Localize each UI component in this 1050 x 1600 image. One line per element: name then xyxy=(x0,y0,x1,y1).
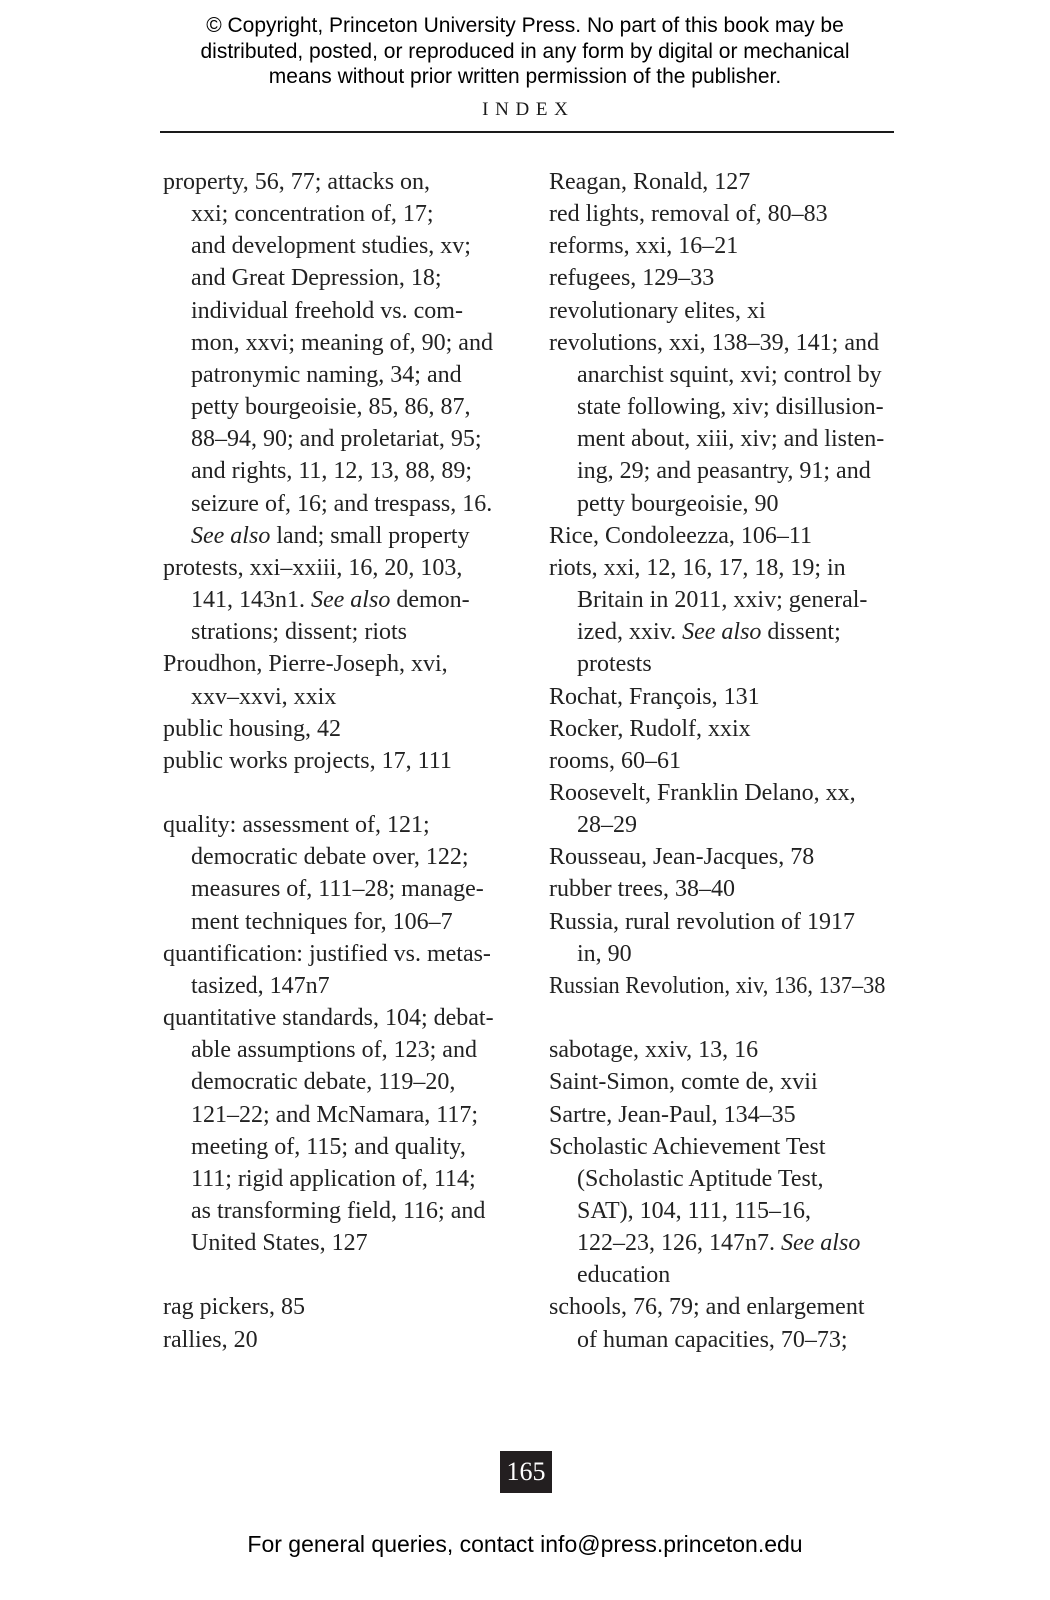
index-line-text: protests, xxi–xxiii, 16, 20, 103, xyxy=(163,554,463,581)
index-line-text: anarchist squint, xvi; control by xyxy=(577,361,882,388)
index-line xyxy=(163,455,523,487)
index-line-text: democratic debate, 119–20, xyxy=(191,1069,456,1096)
index-line-text: revolutions, xxi, 138–39, 141; and xyxy=(549,329,879,356)
index-line-text: quality: assessment of, 121; xyxy=(163,812,430,839)
index-line-text: 122–23, 126, 147n7. xyxy=(577,1230,781,1257)
index-line-text: rallies, 20 xyxy=(163,1326,258,1353)
index-line xyxy=(549,488,909,520)
index-line-text: of human capacities, 70–73; xyxy=(577,1326,848,1353)
index-line xyxy=(549,520,909,552)
index-line xyxy=(549,584,909,616)
index-line-text: state following, xiv; disillusion- xyxy=(577,394,884,421)
index-line-text: sabotage, xxiv, 13, 16 xyxy=(549,1037,759,1064)
index-line-text: riots, xxi, 12, 16, 17, 18, 19; in xyxy=(549,554,846,581)
index-line xyxy=(163,681,523,713)
index-line-text: seizure of, 16; and trespass, 16. xyxy=(191,490,493,517)
footer-contact: For general queries, contact info@press.princeton.edu xyxy=(247,1531,803,1557)
index-line-text: 111; rigid application of, 114; xyxy=(191,1165,476,1192)
index-line xyxy=(549,166,909,198)
index-line xyxy=(163,1099,523,1131)
index-line xyxy=(163,423,523,455)
index-line xyxy=(163,1066,523,1098)
index-line-text: 88–94, 90; and proletariat, 95; xyxy=(191,426,482,453)
index-line-text: Rochat, François, 131 xyxy=(549,683,760,710)
index-line xyxy=(549,423,909,455)
index-line-text: education xyxy=(577,1262,671,1289)
index-line xyxy=(549,1195,909,1227)
index-line xyxy=(163,873,523,905)
index-line-text: and Great Depression, 18; xyxy=(191,265,442,292)
index-line xyxy=(549,455,909,487)
index-line xyxy=(163,1002,523,1034)
index-gap xyxy=(163,1259,523,1291)
index-line xyxy=(549,230,909,262)
index-line-text: Scholastic Achievement Test xyxy=(549,1133,826,1160)
index-line-text: individual freehold vs. com- xyxy=(191,297,463,324)
index-line xyxy=(549,841,909,873)
index-line-text: quantification: justified vs. metas- xyxy=(163,940,491,967)
index-line-text: red lights, removal of, 80–83 xyxy=(549,201,828,228)
index-line xyxy=(163,906,523,938)
index-line xyxy=(163,584,523,616)
copyright-line: © Copyright, Princeton University Press. No part of this book may be xyxy=(206,14,844,37)
index-line-text: Russia, rural revolution of 1917 xyxy=(549,908,855,935)
index-line-text: democratic debate over, 122; xyxy=(191,844,469,871)
index-line xyxy=(549,1259,909,1291)
index-line-text: as transforming field, 116; and xyxy=(191,1198,486,1224)
index-line xyxy=(549,391,909,423)
index-line-text: in, 90 xyxy=(577,940,632,967)
see-also-italic: See also xyxy=(191,522,271,549)
index-line-text: ment techniques for, 106–7 xyxy=(191,908,453,935)
index-line xyxy=(549,1324,909,1356)
index-line xyxy=(163,198,523,230)
index-line-text: Russian Revolution, xiv, 136, 137–38 xyxy=(549,972,886,999)
index-line xyxy=(163,713,523,745)
index-line xyxy=(163,938,523,970)
index-line-text: SAT), 104, 111, 115–16, xyxy=(577,1198,811,1224)
index-line-text: Roosevelt, Franklin Delano, xx, xyxy=(549,779,856,806)
index-line-text: rag pickers, 85 xyxy=(163,1294,305,1321)
index-line-text: reforms, xxi, 16–21 xyxy=(549,233,739,260)
index-line-text: revolutionary elites, xi xyxy=(549,297,766,324)
index-line xyxy=(549,1066,909,1098)
index-line xyxy=(549,681,909,713)
index-line xyxy=(549,1099,909,1131)
index-line-text: petty bourgeoisie, 85, 86, 87, xyxy=(191,394,471,421)
index-line xyxy=(549,809,909,841)
index-line-text: Reagan, Ronald, 127 xyxy=(549,169,751,195)
index-line xyxy=(163,1195,523,1227)
index-line xyxy=(163,1324,523,1356)
index-line-text: demon- xyxy=(390,587,470,614)
index-line xyxy=(163,1163,523,1195)
index-line-text: xxv–xxvi, xxix xyxy=(191,683,337,710)
index-line-text: and rights, 11, 12, 13, 88, 89; xyxy=(191,458,473,485)
index-line-text: able assumptions of, 123; and xyxy=(191,1037,477,1064)
index-line xyxy=(163,1034,523,1066)
index-line xyxy=(163,327,523,359)
index-line xyxy=(549,1163,909,1195)
index-line xyxy=(163,841,523,873)
copyright-line: means without prior written permission of the publisher. xyxy=(268,65,782,88)
index-line-text: Rocker, Rudolf, xxix xyxy=(549,715,751,742)
index-line-text: petty bourgeoisie, 90 xyxy=(577,490,779,517)
index-line-text: tasized, 147n7 xyxy=(191,972,330,999)
index-line-text: public housing, 42 xyxy=(163,715,341,742)
index-line-text: Proudhon, Pierre-Joseph, xvi, xyxy=(163,651,448,678)
index-line-text: patronymic naming, 34; and xyxy=(191,361,462,388)
index-line-text: mon, xxvi; meaning of, 90; and xyxy=(191,329,493,356)
index-line xyxy=(163,745,523,777)
index-line-text: land; small property xyxy=(270,522,470,549)
index-line xyxy=(549,1227,909,1259)
index-line xyxy=(549,1131,909,1163)
index-line-text: (Scholastic Aptitude Test, xyxy=(577,1165,824,1192)
index-line xyxy=(163,295,523,327)
index-line-text: rubber trees, 38–40 xyxy=(549,876,735,903)
index-line-text: meeting of, 115; and quality, xyxy=(191,1133,466,1160)
index-line xyxy=(549,616,909,648)
copyright-notice xyxy=(0,13,1050,90)
index-line xyxy=(549,295,909,327)
index-line-text: quantitative standards, 104; debat- xyxy=(163,1005,494,1032)
index-line-text: dissent; xyxy=(761,619,841,646)
index-line-text: property, 56, 77; attacks on, xyxy=(163,169,431,195)
index-gap xyxy=(163,777,523,809)
index-line-text: Rousseau, Jean-Jacques, 78 xyxy=(549,844,815,871)
index-line xyxy=(549,648,909,680)
index-line xyxy=(549,552,909,584)
index-line-text: Sartre, Jean-Paul, 134–35 xyxy=(549,1101,796,1128)
see-also-italic: See also xyxy=(311,587,391,614)
index-line xyxy=(163,166,523,198)
index-line-text: ing, 29; and peasantry, 91; and xyxy=(577,458,871,485)
index-line xyxy=(549,777,909,809)
index-line-text: Saint-Simon, comte de, xvii xyxy=(549,1069,818,1096)
page-title: INDEX xyxy=(482,99,575,120)
index-line xyxy=(163,809,523,841)
index-line xyxy=(549,938,909,970)
index-line-text: public works projects, 17, 111 xyxy=(163,747,452,774)
index-line-text: Britain in 2011, xxiv; general- xyxy=(577,587,868,614)
index-line xyxy=(163,520,523,552)
index-line-text: protests xyxy=(577,651,652,678)
index-line-text: rooms, 60–61 xyxy=(549,747,681,774)
index-line-text: and development studies, xv; xyxy=(191,233,471,260)
index-line xyxy=(163,616,523,648)
index-line-text: 28–29 xyxy=(577,812,637,839)
index-line xyxy=(549,745,909,777)
index-line xyxy=(163,488,523,520)
index-line-text: refugees, 129–33 xyxy=(549,265,715,292)
index-line-text: strations; dissent; riots xyxy=(191,619,407,646)
index-line xyxy=(549,873,909,905)
index-line xyxy=(549,970,884,1002)
index-gap xyxy=(549,1002,909,1034)
index-line xyxy=(163,1131,523,1163)
index-line-text: measures of, 111–28; manage- xyxy=(191,876,484,903)
index-column-left xyxy=(163,166,523,1356)
index-column-right xyxy=(549,166,909,1356)
index-line xyxy=(163,970,523,1002)
index-line xyxy=(163,359,523,391)
index-line xyxy=(549,906,909,938)
index-line xyxy=(163,391,523,423)
page-number-badge: 165 xyxy=(500,1451,552,1493)
index-line xyxy=(163,648,523,680)
copyright-line: distributed, posted, or reproduced in any form by digital or mechanical xyxy=(200,39,850,63)
index-line xyxy=(549,327,909,359)
see-also-italic: See also xyxy=(781,1230,861,1257)
index-line xyxy=(549,198,909,230)
index-line xyxy=(549,359,909,391)
index-line-text: United States, 127 xyxy=(191,1230,368,1257)
index-line xyxy=(163,230,523,262)
index-line xyxy=(163,552,523,584)
index-line-text: xxi; concentration of, 17; xyxy=(191,201,434,228)
index-line-text: 121–22; and McNamara, 117; xyxy=(191,1101,479,1128)
index-line-text: Rice, Condoleezza, 106–11 xyxy=(549,522,813,549)
index-line xyxy=(163,1227,523,1259)
index-line xyxy=(163,262,523,294)
title-divider xyxy=(160,131,894,133)
index-line xyxy=(549,1291,909,1323)
index-line-text: ment about, xiii, xiv; and listen- xyxy=(577,426,885,453)
index-line-text: 141, 143n1. xyxy=(191,587,311,614)
see-also-italic: See also xyxy=(682,619,762,646)
index-line xyxy=(163,1291,523,1323)
index-line xyxy=(549,713,909,745)
index-line xyxy=(549,1034,909,1066)
index-line-text: ized, xxiv. xyxy=(577,619,683,646)
index-line-text: schools, 76, 79; and enlargement xyxy=(549,1294,865,1321)
index-line xyxy=(549,262,909,294)
